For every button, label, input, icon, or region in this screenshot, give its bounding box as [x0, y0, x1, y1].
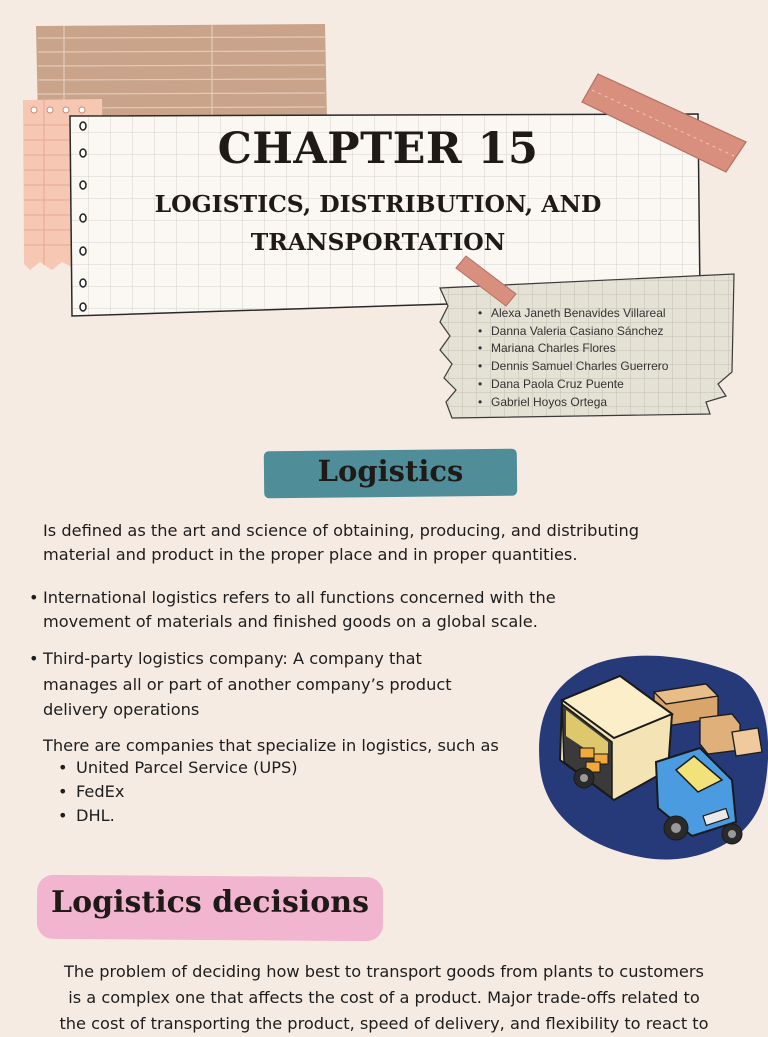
author-item: • Gabriel Hoyos Ortega: [478, 394, 728, 412]
paragraph-line: The problem of deciding how best to transport goods from plants to customers: [64, 962, 704, 981]
chapter-title: CHAPTER 15: [217, 124, 539, 174]
paragraph-line: is a complex one that affects the cost of a product. Major trade-offs related to: [68, 988, 700, 1007]
bullet-line: • International logistics refers to all functions concerned with the: [43, 586, 643, 610]
bullet-line: • Third-party logistics company: A company that: [43, 646, 543, 672]
logistics-heading: Logistics: [317, 454, 464, 488]
paragraph-line: the cost of transporting the product, speed of delivery, and flexibility to react to: [59, 1014, 709, 1033]
author-item: • Mariana Charles Flores: [478, 340, 728, 358]
chapter-subtitle-line2: TRANSPORTATION: [250, 228, 506, 256]
logistics-definition: [43, 519, 723, 567]
companies-intro: There are companies that specialize in logistics, such as: [43, 736, 499, 755]
decisions-heading: Logistics decisions: [51, 885, 369, 920]
author-item: • Dana Paola Cruz Puente: [478, 376, 728, 394]
author-item: • Dennis Samuel Charles Guerrero: [478, 358, 728, 376]
definition-line: Is defined as the art and science of obtaining, producing, and distributing: [43, 521, 640, 540]
author-item: • Alexa Janeth Benavides Villareal: [478, 305, 728, 323]
company-item: • DHL.: [58, 804, 358, 828]
bullet-line: manages all or part of another company’s product: [43, 674, 452, 694]
author-item: • Danna Valeria Casiano Sánchez: [478, 323, 728, 341]
delivery-truck-illustration: [536, 652, 768, 864]
bullet-line: delivery operations: [43, 700, 200, 719]
authors-list: [478, 305, 728, 411]
decisions-paragraph: [0, 959, 768, 1037]
chapter-subtitle-line1: LOGISTICS, DISTRIBUTION, AND: [154, 190, 602, 218]
third-party-logistics-bullet: [43, 646, 543, 723]
bullet-line: movement of materials and finished goods on a global scale.: [43, 612, 538, 631]
company-item: • FedEx: [58, 780, 358, 804]
international-logistics-bullet: [43, 586, 643, 634]
definition-line: material and product in the proper place and in proper quantities.: [43, 545, 578, 564]
company-item: • United Parcel Service (UPS): [58, 756, 358, 780]
companies-list: [58, 756, 358, 828]
